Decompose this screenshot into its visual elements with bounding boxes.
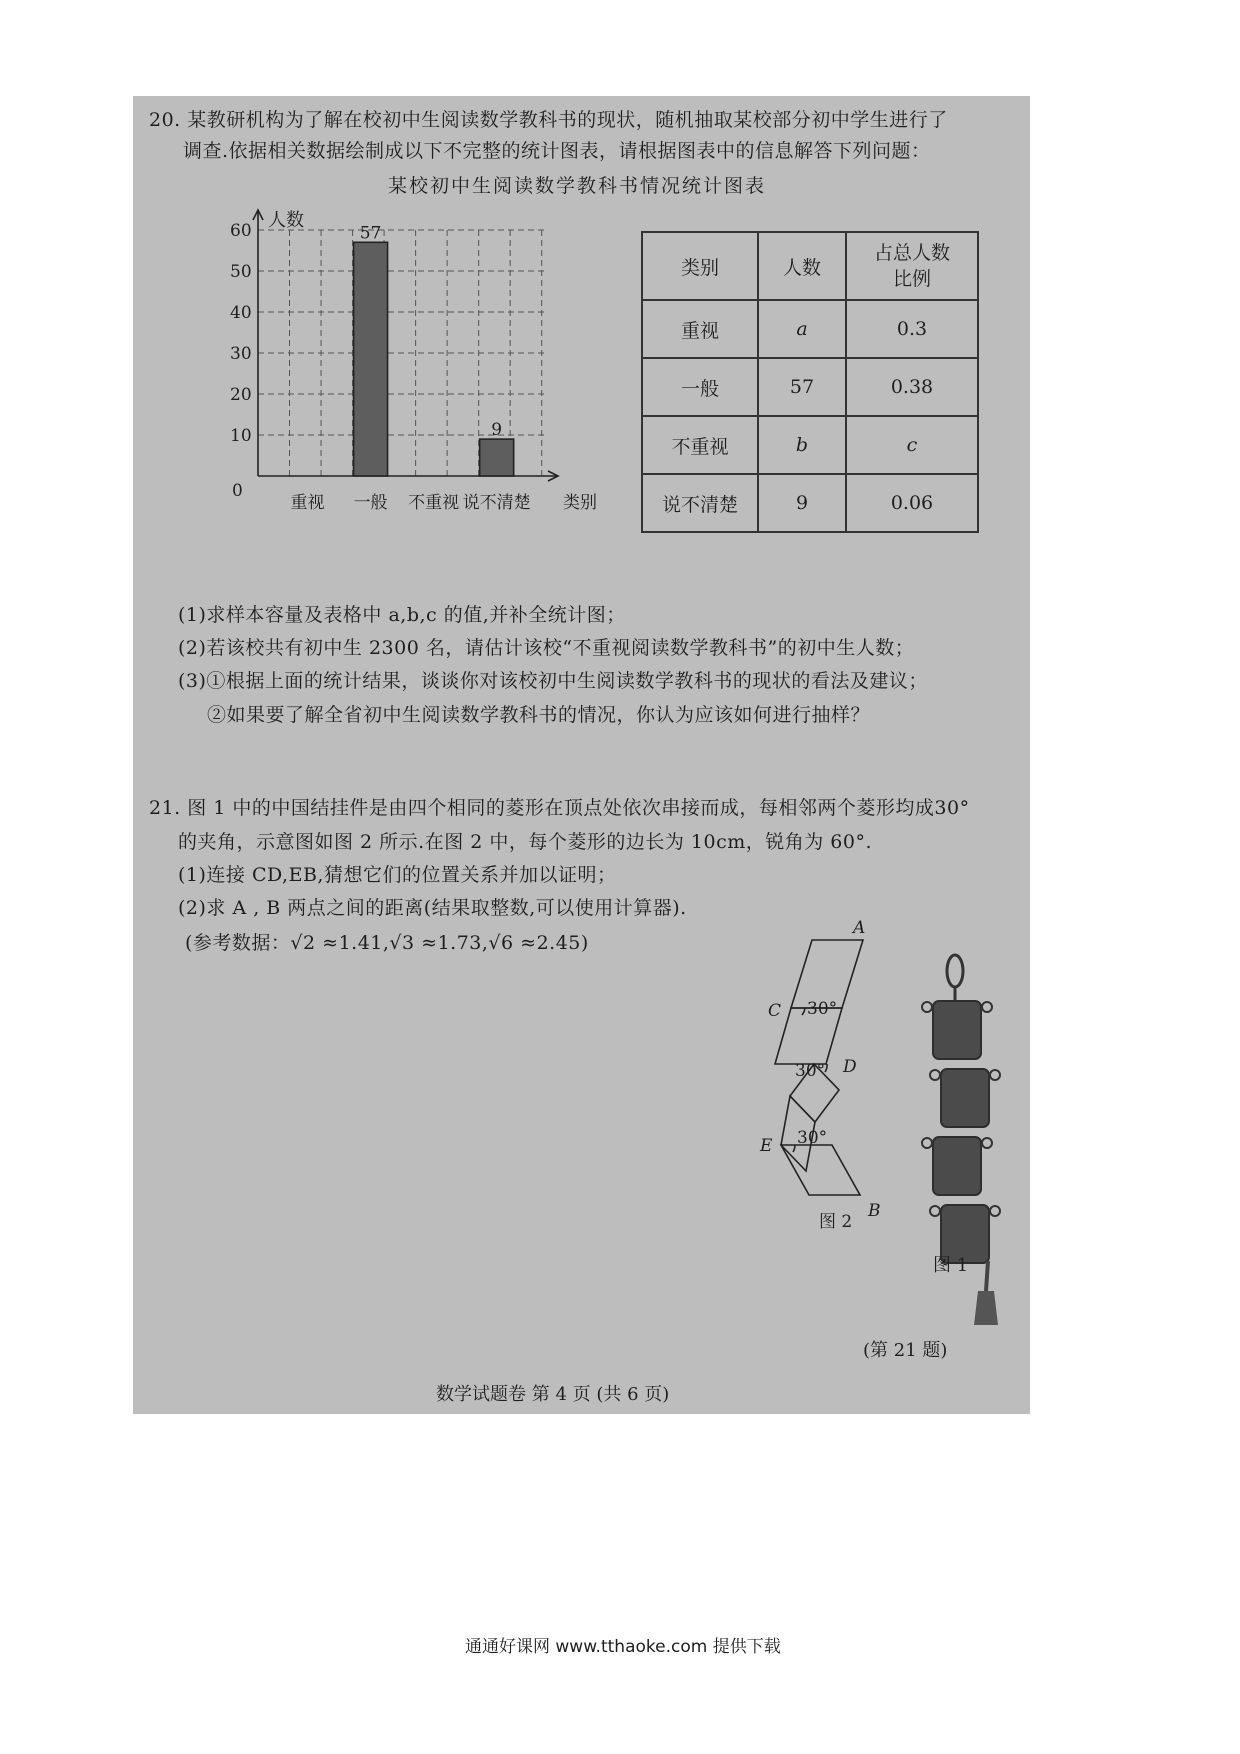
y-tick-label: 10: [230, 426, 252, 446]
angle-label: 30°: [795, 1061, 826, 1081]
q21-sub2: (2)求 A , B 两点之间的距离(结果取整数,可以使用计算器).: [178, 897, 687, 919]
y-tick-label: 40: [230, 303, 252, 323]
x-tick-label: 一般: [353, 493, 388, 513]
table-header-ratio: 占总人数比例: [846, 232, 978, 300]
x-tick-label: 重视: [290, 493, 325, 513]
q20-sub3b: ②如果要了解全省初中生阅读数学教科书的情况，你认为应该如何进行抽样？: [207, 704, 871, 726]
q20-sub2: (2)若该校共有初中生 2300 名，请估计该校“不重视阅读数学教科书”的初中生人数；: [178, 637, 915, 659]
y-tick-label: 50: [230, 262, 252, 282]
q20-sub3a: (3)①根据上面的统计结果，谈谈你对该校初中生阅读数学教科书的现状的看法及建议；: [178, 670, 928, 692]
bar: [354, 242, 388, 476]
angle-label: 30°: [797, 1128, 828, 1148]
y-tick-label: 30: [230, 344, 252, 364]
angle-arc: [802, 1008, 805, 1015]
statistics-table: [641, 231, 979, 533]
table-cell: 9: [758, 474, 846, 532]
rhombus-1: [791, 940, 863, 1008]
table-cell: 说不清楚: [642, 474, 758, 532]
q21-line1: 21. 图 1 中的中国结挂件是由四个相同的菱形在顶点处依次串接而成，每相邻两个菱形均成30°: [149, 797, 970, 819]
table-cell: 一般: [642, 358, 758, 416]
bar-data-label: 57: [359, 223, 382, 244]
figure-2-rhombus-diagram: [733, 916, 933, 1246]
bar-data-label: 9: [491, 420, 503, 441]
table-cell: a: [758, 300, 846, 358]
angle-label: 30°: [807, 999, 838, 1019]
table-cell: 0.38: [846, 358, 978, 416]
page-footer: 数学试题卷 第 4 页 (共 6 页): [436, 1384, 670, 1405]
question-tag: (第 21 题): [863, 1340, 948, 1361]
x-tick-label: 不重视: [408, 493, 460, 513]
table-cell: 57: [758, 358, 846, 416]
point-D-label: D: [843, 1057, 857, 1077]
bar: [480, 439, 514, 476]
point-B-label: B: [868, 1201, 881, 1221]
table-header-count: 人数: [758, 232, 846, 300]
figure-1-chinese-knot: [913, 951, 1023, 1281]
table-cell: 0.3: [846, 300, 978, 358]
rhombus-5: [781, 1145, 860, 1195]
x-tick-label: 说不清楚: [462, 493, 531, 513]
figure-2-caption: 图 2: [819, 1212, 853, 1232]
y-axis-label: 人数: [268, 210, 304, 231]
point-A-label: A: [853, 918, 866, 938]
point-E-label: E: [760, 1136, 773, 1156]
y-tick-label: 60: [230, 221, 252, 241]
bar-chart: [213, 206, 597, 516]
q21-sub1: (1)连接 CD,EB,猜想它们的位置关系并加以证明；: [178, 864, 617, 886]
table-cell: 0.06: [846, 474, 978, 532]
y-tick-label: 20: [230, 385, 252, 405]
angle-arc: [825, 1064, 827, 1072]
table-cell: 不重视: [642, 416, 758, 474]
table-cell: b: [758, 416, 846, 474]
point-C-label: C: [768, 1001, 782, 1021]
q20-line2: 调查.依据相关数据绘制成以下不完整的统计图表，请根据图表中的信息解答下列问题：: [183, 140, 931, 162]
exam-page: [133, 96, 1030, 1414]
table-header-category: 类别: [642, 232, 758, 300]
q21-line2: 的夹角，示意图如图 2 所示.在图 2 中，每个菱形的边长为 10cm，锐角为 60°.: [178, 831, 873, 853]
angle-arc: [793, 1145, 795, 1152]
table-cell: 重视: [642, 300, 758, 358]
table-cell: c: [846, 416, 978, 474]
y-tick-label: 0: [232, 481, 243, 501]
q20-line1: 20. 某教研机构为了解在校初中生阅读数学教科书的现状，随机抽取某校部分初中学生进行了: [149, 109, 948, 131]
q20-sub1: (1)求样本容量及表格中 a,b,c 的值,并补全统计图；: [178, 604, 626, 626]
site-credit: 通通好课网 www.tthaoke.com 提供下载: [465, 1637, 781, 1657]
q21-reference-data: (参考数据：√2 ≈1.41,√3 ≈1.73,√6 ≈2.45): [185, 932, 589, 954]
chart-title: 某校初中生阅读数学教科书情况统计图表: [388, 175, 767, 197]
figure-1-caption: 图 1: [933, 1255, 969, 1276]
knot-tassel-icon: [968, 1261, 1008, 1331]
x-axis-label: 类别: [563, 493, 597, 513]
